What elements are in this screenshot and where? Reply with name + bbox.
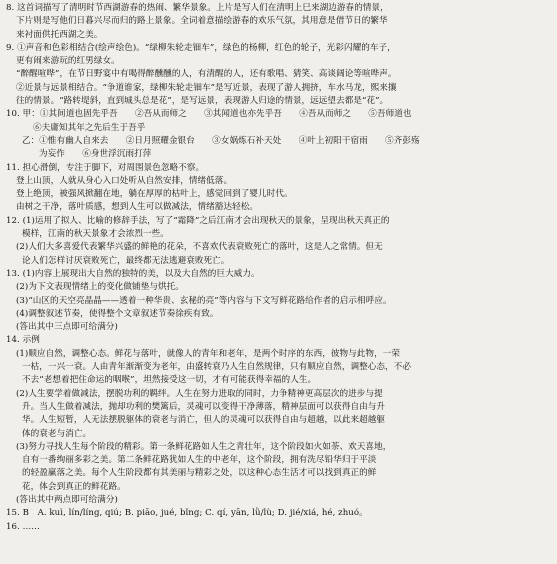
text-line: (1)顺应自然，调整心态。鲜花与落叶，就像人的青年和老年，是两个时序的东西，彼物与此物，一荣 — [16, 348, 401, 359]
text-line: 由树之干净，落叶质感，想到人生可以做减法，情绪豁达轻松。 — [16, 202, 259, 213]
text-line: 模样，江南的秋天景象才会浓烈一些。 — [22, 229, 169, 240]
text-line: 8. 这首词描写了清明时节西湖游春的热闹、繁华景象。上片是写人们在清明上巳来湖边游春的情景， — [6, 3, 389, 13]
answer-text-block — [6, 2, 554, 534]
text-line: 12. (1)运用了拟人、比喻的修辞手法，写了“霜降”之后江南才会出现秋天的景象，呈现出秋天真正的 — [6, 215, 390, 226]
text-line: 为妄作 ⑥身世浮沉雨打萍 — [39, 149, 152, 160]
text-line: 15. B A. kuì, lín/líng, qiú; B. piāo, jué, bǐng; C. qí, yān, lǜ/lù; D. jié/xiá, hé, zhuó。 — [6, 508, 368, 519]
text-line: (答出其中两点即可给满分) — [16, 494, 118, 505]
text-line: (4)调整叙述节奏，使得整个文章叙述节奏徐疾有致。 — [16, 308, 219, 319]
text-line: 不去“老想着把住命运的咽喉”，坦然接受这一切，才有可能获得幸福的人生。 — [22, 375, 317, 386]
text-line: 花，体会到真正的鲜花路。 — [22, 481, 126, 492]
text-line: 更有闹来游玩的红男绿女。 — [16, 56, 120, 67]
text-line: 乙：①惟有幽人自来去 ②日月照耀金银台 ③女娲炼石补天处 ④叶上初阳干宿雨 ⑤齐彭殇 — [22, 135, 420, 146]
text-line: 一枯，一兴一衰。人由青年渐渐变为老年，由盛转衰乃人生自然规律，只有顺应自然，调整心态，不必 — [22, 362, 411, 373]
text-line: (答出其中三点即可给满分) — [16, 322, 118, 333]
text-line: 升。当人生做着减法，抛却功利的樊篱后，灵魂可以变得干净薄落，精神层面可以获得自由与升 — [22, 401, 386, 412]
text-line: 华。人生短暂，人无法摆脱躯体的衰老与消亡，但人的灵魂可以获得自由与超越，以此来超越躯 — [22, 415, 386, 426]
text-line: (2)人生要学着做减法，摆脱功利的羁绊。人生在努力进取的同时，力争精神更高层次的进步与提 — [16, 388, 383, 399]
text-line: 10. 甲：①其间道也固先乎吾 ②吾从而师之 ③其闻道也亦先乎吾 ④吾从而师之 ⑤吾师道也 — [6, 109, 412, 120]
text-line: 往的情景。“路转堤斜，直到城头总是花”，是写远景，表现游人归途的情景，远远望去都是“花”。 — [16, 96, 389, 107]
text-line: 下片则是写他们日暮兴尽而归的路上景象。全词着意描绘游春的欢乐气氛，其用意是借节日的繁华 — [16, 16, 388, 27]
text-line: 11. 担心滑倒，专注于脚下，对周围景色忽略不察。 — [6, 162, 205, 173]
text-line: 14. 示例 — [6, 335, 40, 346]
text-line: “醉醒喧哗”，在节日野宴中有喝得醉醺醺的人，有清醒的人，还有歌唱、猜笑、高谈阔论等喧哗声。 — [16, 69, 397, 80]
text-line: 论人们怎样讨厌衰败死亡，最终都无法逃避衰败死亡。 — [22, 255, 230, 266]
text-line: 13. (1)内容上展现出大自然的独特的美，以及大自然的巨大威力。 — [6, 268, 260, 279]
text-line: 的轻盈赢落之美。每个人生阶段都有其美丽与精彩之处，以这种心态生活才可以找到真正的鲜 — [22, 468, 377, 479]
text-line: (2)人们大多喜爱代表繁华兴盛的鲜艳的花朵，不喜欢代表衰败死亡的落叶，这是人之常情。但无 — [16, 242, 383, 253]
text-line: 登上绝顶，被强风掀翻在地，躺在厚厚的枯叶上，感觉回到了婴儿时代。 — [16, 189, 293, 200]
text-line: 9. ①声音和色彩相结合(绘声绘色)。“绿柳朱轮走钿车”，绿色的杨柳，红色的轮子，光彩闪耀的车子， — [6, 42, 396, 53]
text-line: (3)努力寻找人生每个阶段的精彩。第一条鲜花路如人生之青壮年，这个阶段如火如荼、欢天喜地， — [16, 441, 392, 452]
text-line: 来衬面供托西湖之美。 — [16, 29, 103, 40]
text-line: 16. …… — [6, 521, 40, 532]
text-line: 自有一番绚丽多彩之美。第二条鲜花路犹如人生的中老年，这个阶段，拥有洗尽铅华归于平淡 — [22, 455, 377, 466]
text-line: ⑥夫庸知其年之先后生于吾乎 — [33, 122, 146, 133]
text-line: (2)为下文表现情绪上的变化做铺垫与烘托。 — [16, 282, 184, 293]
text-line: 登上山顶，人就从身心入口处听从自然安排，情绪低落。 — [16, 175, 233, 186]
text-line: ②近景与远景相结合。“争道谁家，绿柳朱轮走钿车”是写近景，表现了游人拥挤，车水马龙，熙来攘 — [16, 82, 397, 93]
text-line: 体的衰老与消亡。 — [22, 428, 92, 439]
text-line: (3)“山区的天空亮晶晶——透着一种华贵、玄秘的亮”等内容与下文写鲜花路给作者的启示相呼应。 — [16, 295, 392, 306]
